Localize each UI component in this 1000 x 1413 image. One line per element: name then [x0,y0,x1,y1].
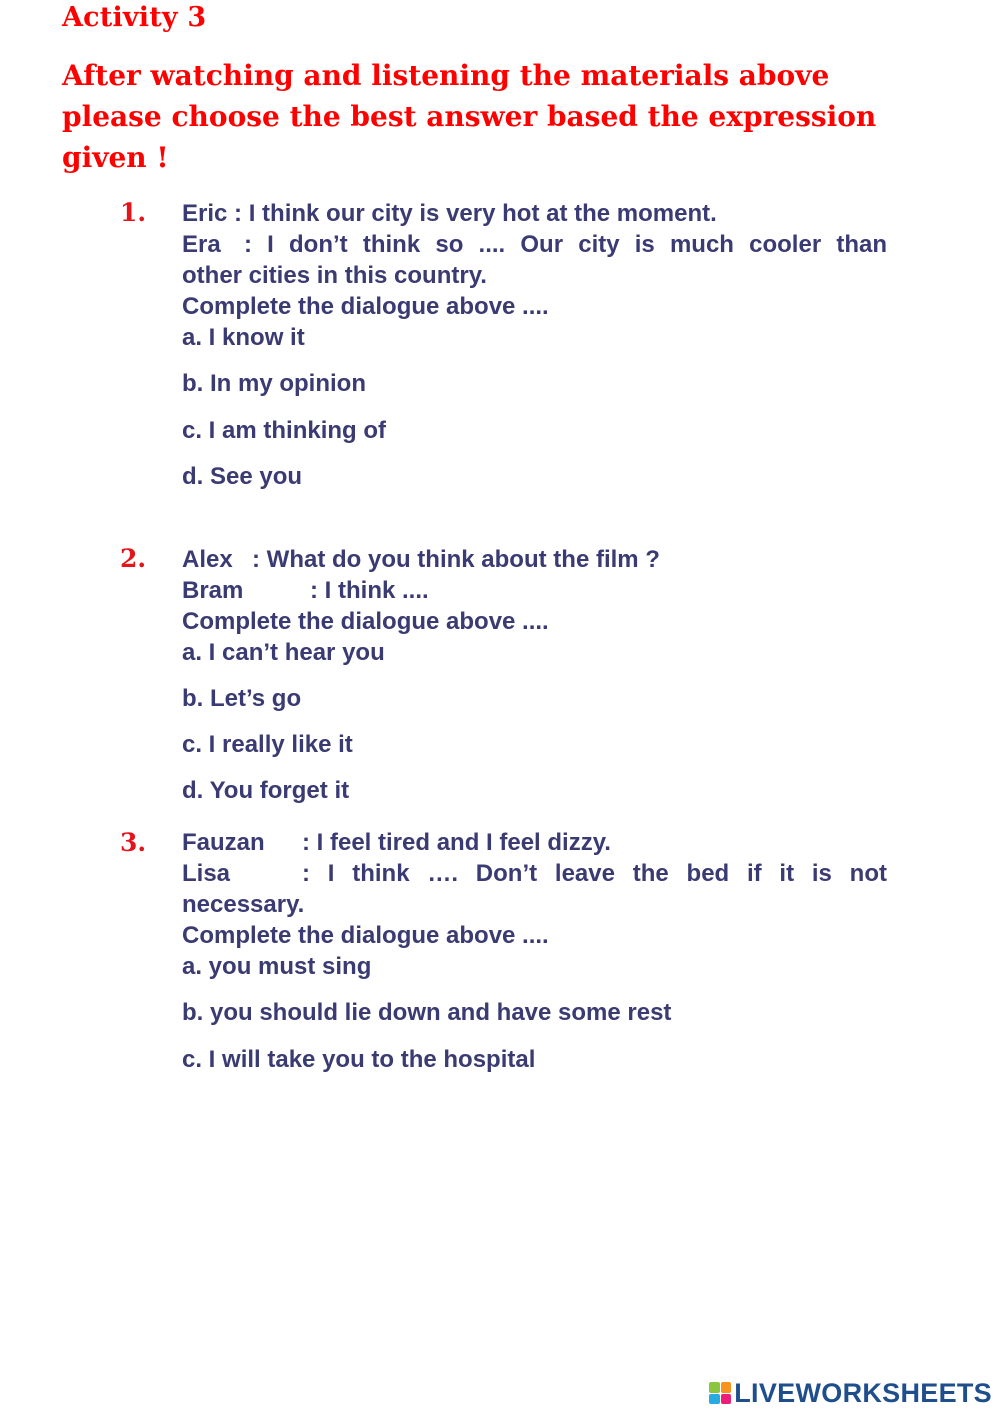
question-1-option-c[interactable]: c. I am thinking of [182,417,387,444]
question-1-number: 1. [120,198,147,227]
question-1-line-1 [182,199,717,229]
question-3-number: 3. [120,828,147,857]
question-3-text-1: : I feel tired and I feel dizzy. [302,829,611,856]
question-3-option-b[interactable]: b. you should lie down and have some rest [182,999,672,1026]
question-3-line-2-cont: necessary. [182,891,305,918]
question-2-text-2: : I think .... [310,577,429,604]
instructions [62,55,942,178]
question-1-option-a[interactable]: a. I know it [182,324,305,351]
question-2-option-c[interactable]: c. I really like it [182,731,353,758]
question-2-number: 2. [120,544,147,573]
question-2-line-2 [182,576,429,606]
question-1-speaker-2: Era [182,231,221,258]
logo-square-4 [721,1394,732,1405]
instructions-line-1: After watching and listening the materials above [62,59,830,92]
logo-square-2 [721,1382,732,1393]
question-2-line-1 [182,545,660,575]
question-2-option-a[interactable]: a. I can’t hear you [182,639,385,666]
question-1-line-2 [182,230,887,260]
question-1-option-d[interactable]: d. See you [182,463,303,490]
question-3-line-2 [182,859,887,889]
question-2-option-b[interactable]: b. Let’s go [182,685,302,712]
logo-square-3 [709,1394,720,1405]
question-3-speaker-2: Lisa [182,860,231,887]
question-2-speaker-1: Alex [182,546,233,573]
question-3-prompt: Complete the dialogue above .... [182,922,549,949]
instructions-line-3: given ! [62,141,169,174]
logo-mark-icon [709,1382,731,1404]
question-3-option-c[interactable]: c. I will take you to the hospital [182,1046,536,1073]
question-1-text-2: : I don’t think so .... Our city is much cooler than [244,231,887,258]
question-3-line-1 [182,828,611,858]
question-2-prompt: Complete the dialogue above .... [182,608,549,635]
question-2-option-d[interactable]: d. You forget it [182,777,350,804]
logo-text: LIVEWORKSHEETS [734,1377,992,1408]
liveworksheets-logo [709,1379,992,1407]
logo-square-1 [709,1382,720,1393]
question-1-text-1: : I think our city is very hot at the moment. [234,200,717,227]
question-1-speaker-1: Eric [182,200,228,227]
question-1-option-b[interactable]: b. In my opinion [182,370,366,397]
question-3-speaker-1: Fauzan [182,829,265,856]
activity-title: Activity 3 [62,2,207,33]
question-3-option-a[interactable]: a. you must sing [182,953,372,980]
question-1-line-2-cont: other cities in this country. [182,262,487,289]
question-2-speaker-2: Bram [182,577,244,604]
question-2-text-1: : What do you think about the film ? [252,546,660,573]
instructions-line-2: please choose the best answer based the expression [62,100,877,133]
question-1-prompt: Complete the dialogue above .... [182,293,549,320]
question-3-text-2: : I think …. Don’t leave the bed if it is not [302,860,887,887]
